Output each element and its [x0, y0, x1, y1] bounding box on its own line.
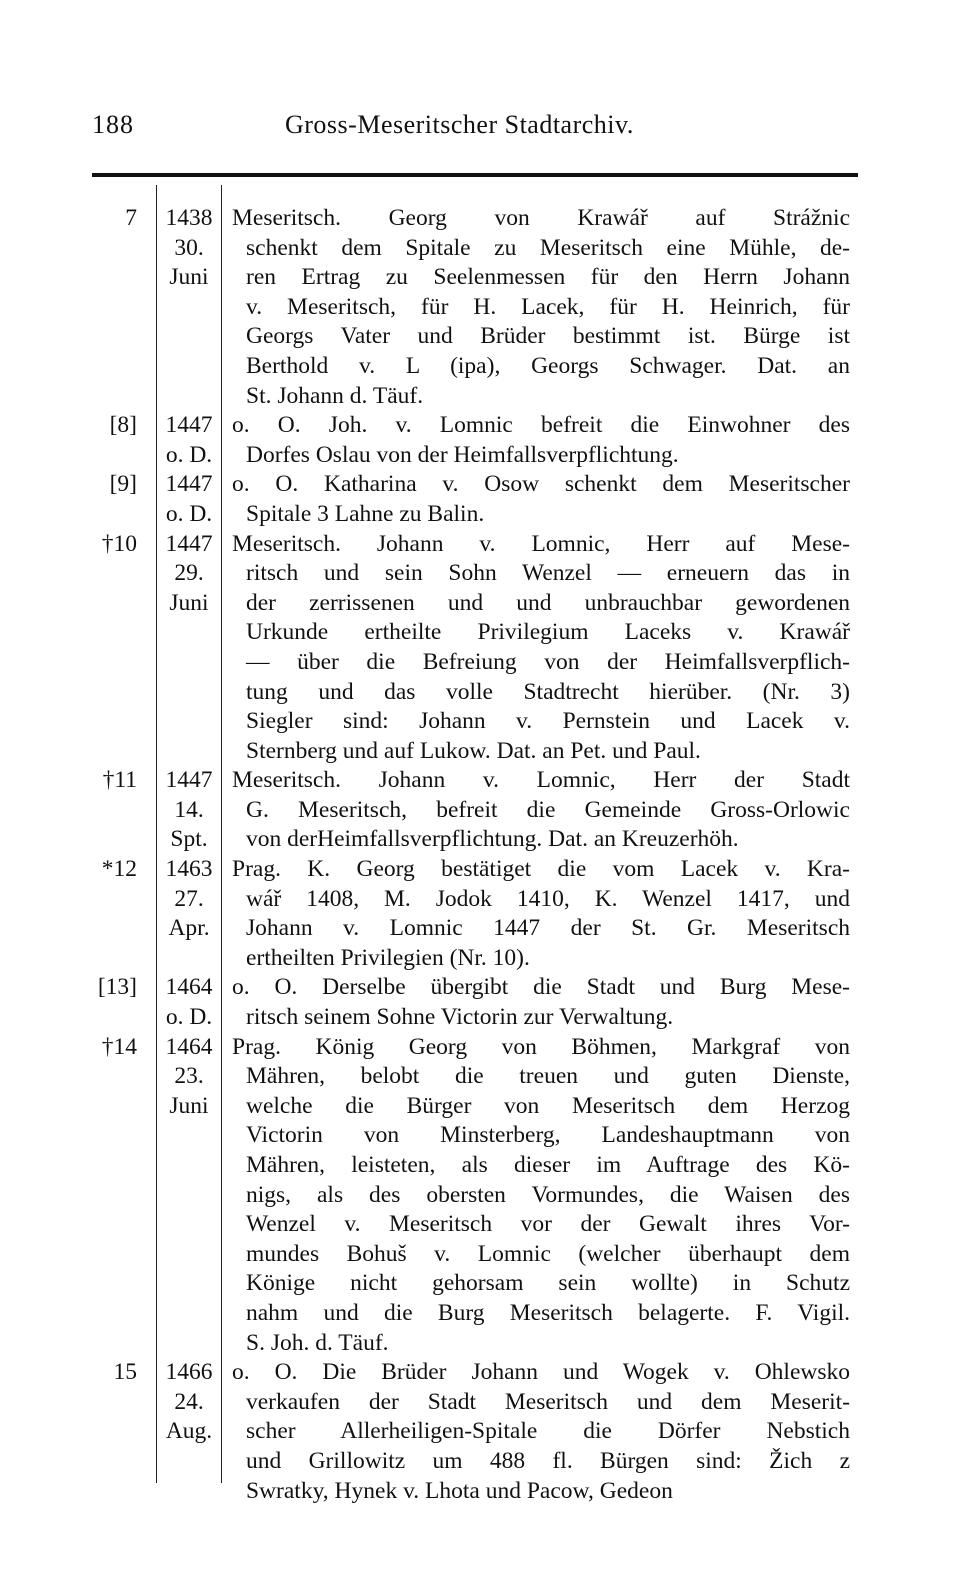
entry-date: o. D. [165, 500, 213, 527]
entry-line [0, 500, 960, 530]
entry-text: von derHeimfallsverpflichtung. Dat. an Kreuzerhöh. [246, 826, 739, 853]
entry-line [0, 1477, 960, 1507]
entry-date: Juni [169, 1092, 209, 1119]
entry-line [0, 1240, 960, 1270]
entry-text: St. Johann d. Täuf. [246, 382, 424, 409]
entry-date: 30. [174, 234, 204, 261]
entry-line [0, 914, 960, 944]
entry-date: Juni [169, 264, 209, 291]
entry-line [0, 973, 960, 1003]
entry-lead-text: Prag. K. Georg bestätiget die vom Lacek v. Kra- [232, 856, 850, 883]
entry-line [0, 352, 960, 382]
entry-line [0, 441, 960, 471]
entry-line [0, 944, 960, 974]
entry-line [0, 1388, 960, 1418]
entry-lead-text: o. O. Joh. v. Lomnic befreit die Einwohner des [232, 412, 850, 439]
entry-lead-text: Meseritsch. Georg von Krawář auf Strážnic [232, 205, 850, 231]
entry-text: tung und das volle Stadtrecht hierüber. (Nr. 3) [246, 678, 850, 705]
regesta-list [0, 204, 960, 1506]
entry-line [0, 1003, 960, 1033]
entry-lead-text: o. O. Katharina v. Osow schenkt dem Meseritscher [232, 471, 850, 498]
entry-text: und Grillowitz um 488 fl. Bürgen sind: Žich z [246, 1447, 850, 1474]
entry-date: 1447 [165, 767, 213, 794]
entry-text: ritsch und sein Sohn Wenzel — erneuern das in [246, 560, 850, 587]
entry-text: ritsch seinem Sohne Victorin zur Verwaltung. [246, 1004, 674, 1031]
entry-number: 7 [125, 205, 137, 231]
entry-text: G. Meseritsch, befreit die Gemeinde Gross-Orlowic [246, 796, 850, 823]
entry-line [0, 530, 960, 560]
entry-line [0, 293, 960, 323]
header-rule [92, 173, 858, 177]
entry-date: 27. [174, 885, 204, 912]
entry-number: *12 [101, 856, 137, 883]
regest-entry [0, 470, 960, 529]
entry-number: †10 [101, 530, 137, 557]
entry-line [0, 678, 960, 708]
entry-text: Dorfes Oslau von der Heimfallsverpflichtung. [246, 441, 679, 468]
entry-text: nahm und die Burg Meseritsch belagerte. F. Vigil. [246, 1299, 850, 1326]
page-header [0, 104, 960, 144]
entry-line [0, 1151, 960, 1181]
entry-line [0, 234, 960, 264]
regest-entry [0, 766, 960, 855]
entry-line [0, 411, 960, 441]
regest-entry [0, 204, 960, 411]
entry-text: Urkunde ertheilte Privilegium Laceks v. Krawář [246, 619, 850, 646]
entry-line [0, 1033, 960, 1063]
entry-date: 24. [174, 1388, 204, 1415]
entry-line [0, 648, 960, 678]
entry-line [0, 707, 960, 737]
entry-text: Mähren, leisteten, als dieser im Auftrage des Kö- [246, 1152, 850, 1178]
regest-entry [0, 411, 960, 470]
entry-text: Siegler sind: Johann v. Pernstein und Lacek v. [246, 708, 850, 735]
entry-line [0, 1417, 960, 1447]
entry-date: 1447 [165, 412, 213, 439]
entry-text: ren Ertrag zu Seelenmessen für den Herrn Johann [246, 264, 850, 291]
entry-text: Berthold v. L (ipa), Georgs Schwager. Dat. an [246, 352, 850, 379]
entry-text: mundes Bohuš v. Lomnic (welcher überhaupt dem [246, 1240, 850, 1267]
entry-number: †11 [102, 767, 137, 794]
entry-text: Könige nicht gehorsam sein wollte) in Schutz [246, 1270, 850, 1297]
entry-date: Apr. [168, 915, 210, 942]
entry-date: 1447 [165, 471, 213, 498]
entry-text: Spitale 3 Lahne zu Balin. [246, 500, 485, 527]
entry-date: 1464 [165, 974, 213, 1001]
entry-line [0, 1181, 960, 1211]
entry-number: 15 [113, 1359, 137, 1386]
entry-date: Aug. [165, 1418, 213, 1445]
entry-text: Swratky, Hynek v. Lhota und Pacow, Gedeon [246, 1477, 673, 1504]
entry-text: Georgs Vater und Brüder bestimmt ist. Bürge ist [246, 323, 850, 350]
entry-text: Wenzel v. Meseritsch vor der Gewalt ihres Vor- [246, 1211, 850, 1238]
entry-text: v. Meseritsch, für H. Lacek, für H. Heinrich, für [246, 293, 850, 320]
entry-date: Spt. [170, 826, 208, 853]
entry-lead-text: o. O. Derselbe übergibt die Stadt und Burg Mese- [232, 974, 850, 1001]
entry-line [0, 1447, 960, 1477]
entry-date: 23. [174, 1063, 204, 1090]
entry-text: der zerrissenen und und unbrauchbar gewordenen [246, 589, 850, 616]
regest-entry [0, 973, 960, 1032]
regest-entry [0, 855, 960, 973]
entry-date: 1464 [165, 1033, 213, 1060]
entry-line [0, 1092, 960, 1122]
entry-line [0, 737, 960, 767]
page-number: 188 [92, 110, 134, 139]
entry-text: scher Allerheiligen-Spitale die Dörfer Nebstich [246, 1418, 850, 1445]
entry-date: Juni [169, 589, 209, 616]
entry-line [0, 382, 960, 412]
entry-text: schenkt dem Spitale zu Meseritsch eine Mühle, de- [246, 234, 850, 261]
entry-line [0, 1269, 960, 1299]
entry-date: 1466 [165, 1359, 213, 1386]
entry-line [0, 766, 960, 796]
entry-line [0, 825, 960, 855]
entry-text: Sternberg und auf Lukow. Dat. an Pet. und Paul. [246, 737, 701, 764]
entry-date: 1438 [165, 205, 213, 231]
entry-line [0, 1210, 960, 1240]
entry-line [0, 470, 960, 500]
entry-date: o. D. [165, 441, 213, 468]
entry-text: Johann v. Lomnic 1447 der St. Gr. Meseritsch [246, 915, 850, 942]
regest-entry [0, 1358, 960, 1506]
entry-line [0, 322, 960, 352]
entry-text: nigs, als des obersten Vormundes, die Waisen des [246, 1181, 850, 1208]
entry-number: †14 [101, 1033, 137, 1060]
entry-line [0, 263, 960, 293]
entry-text: ertheilten Privilegien (Nr. 10). [246, 944, 530, 971]
entry-date: 1463 [165, 856, 213, 883]
entry-text: wář 1408, M. Jodok 1410, K. Wenzel 1417, und [246, 885, 850, 912]
entry-date: 29. [174, 560, 204, 587]
entry-line [0, 1062, 960, 1092]
entry-text: verkaufen der Stadt Meseritsch und dem Meserit- [246, 1388, 850, 1415]
entry-line [0, 589, 960, 619]
entry-text: — über die Befreiung von der Heimfallsverpflich- [246, 648, 850, 675]
entry-line [0, 618, 960, 648]
entry-date: 1447 [165, 530, 213, 557]
entry-text: Mähren, belobt die treuen und guten Dienste, [246, 1063, 850, 1090]
entry-line [0, 204, 960, 234]
entry-number: [8] [109, 412, 137, 439]
entry-text: welche die Bürger von Meseritsch dem Herzog [246, 1092, 850, 1119]
entry-lead-text: o. O. Die Brüder Johann und Wogek v. Ohlewsko [232, 1359, 850, 1386]
regest-entry [0, 1033, 960, 1359]
entry-lead-text: Prag. König Georg von Böhmen, Markgraf von [232, 1033, 850, 1060]
entry-text: S. Joh. d. Täuf. [246, 1329, 389, 1356]
entry-line [0, 1358, 960, 1388]
entry-number: [9] [109, 471, 137, 498]
entry-line [0, 796, 960, 826]
entry-text: Victorin von Minsterberg, Landeshauptmann von [246, 1122, 850, 1149]
entry-lead-text: Meseritsch. Johann v. Lomnic, Herr der Stadt [232, 767, 850, 794]
entry-line [0, 1299, 960, 1329]
regest-entry [0, 530, 960, 767]
entry-date: 14. [174, 796, 204, 823]
entry-lead-text: Meseritsch. Johann v. Lomnic, Herr auf Mese- [232, 530, 850, 557]
entry-line [0, 885, 960, 915]
entry-line [0, 1121, 960, 1151]
entry-line [0, 559, 960, 589]
entry-line [0, 1329, 960, 1359]
entry-line [0, 855, 960, 885]
running-title: Gross-Meseritscher Stadtarchiv. [285, 110, 634, 139]
entry-number: [13] [97, 974, 137, 1001]
entry-date: o. D. [165, 1004, 213, 1031]
